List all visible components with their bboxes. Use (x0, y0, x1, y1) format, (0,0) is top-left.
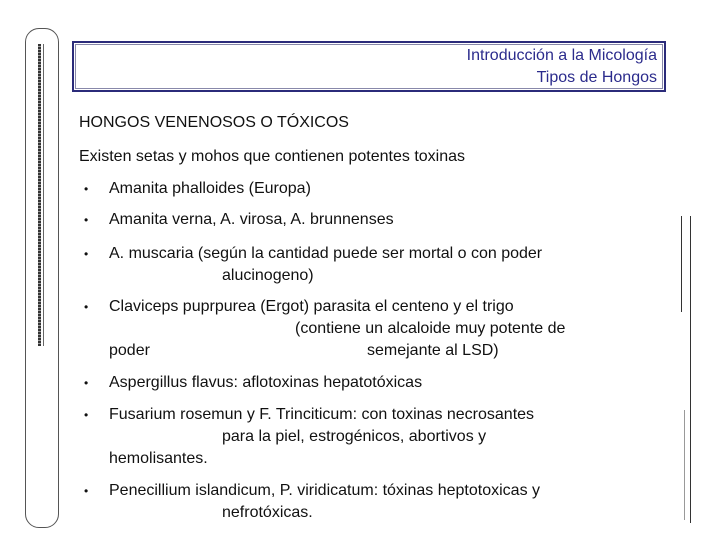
list-item-line: Amanita phalloides (Europa) (109, 180, 311, 197)
right-decorative-rule-long (690, 216, 691, 523)
list-item-line: semejante al LSD) (367, 342, 499, 359)
list-item-line: Amanita verna, A. virosa, A. brunnenses (109, 211, 394, 228)
right-decorative-rule-short (684, 410, 685, 520)
list-item-line: nefrotóxicas. (222, 504, 313, 521)
bullet-glyph: • (84, 300, 89, 314)
list-item-line: Aspergillus flavus: aflotoxinas hepatotóxicas (109, 374, 423, 391)
list-item-line: (contiene un alcaloide muy potente de (295, 320, 566, 337)
title-header-box (72, 41, 666, 92)
header-title: Introducción a la Micología (466, 47, 657, 64)
list-item-line: Fusarium rosemun y F. Trinciticum: con toxinas necrosantes (109, 406, 535, 423)
bullet-glyph: • (84, 408, 89, 422)
list-item-line: alucinogeno) (222, 267, 314, 284)
bullet-glyph: • (84, 182, 89, 196)
list-item-line: para la piel, estrogénicos, abortivos y (222, 428, 487, 445)
bullet-glyph: • (84, 376, 89, 390)
section-heading: HONGOS VENENOSOS O TÓXICOS (79, 114, 349, 131)
left-decorative-rule-thin (43, 44, 44, 346)
intro-text: Existen setas y mohos que contienen potentes toxinas (79, 148, 466, 165)
bullet-glyph: • (84, 213, 89, 227)
header-subtitle: Tipos de Hongos (536, 69, 657, 86)
list-item-line: A. muscaria (según la cantidad puede ser mortal o con poder (109, 245, 543, 262)
list-item-line: hemolisantes. (109, 450, 208, 467)
left-decorative-rule (38, 44, 41, 346)
left-decorative-frame (25, 28, 59, 528)
bullet-glyph: • (84, 484, 89, 498)
bullet-glyph: • (84, 247, 89, 261)
list-item-line: poder (109, 342, 150, 359)
list-item-line: Claviceps puprpurea (Ergot) parasita el centeno y el trigo (109, 298, 514, 315)
right-decorative-rule (681, 216, 682, 312)
list-item-line: Penecillium islandicum, P. viridicatum: tóxinas heptotoxicas y (109, 482, 541, 499)
